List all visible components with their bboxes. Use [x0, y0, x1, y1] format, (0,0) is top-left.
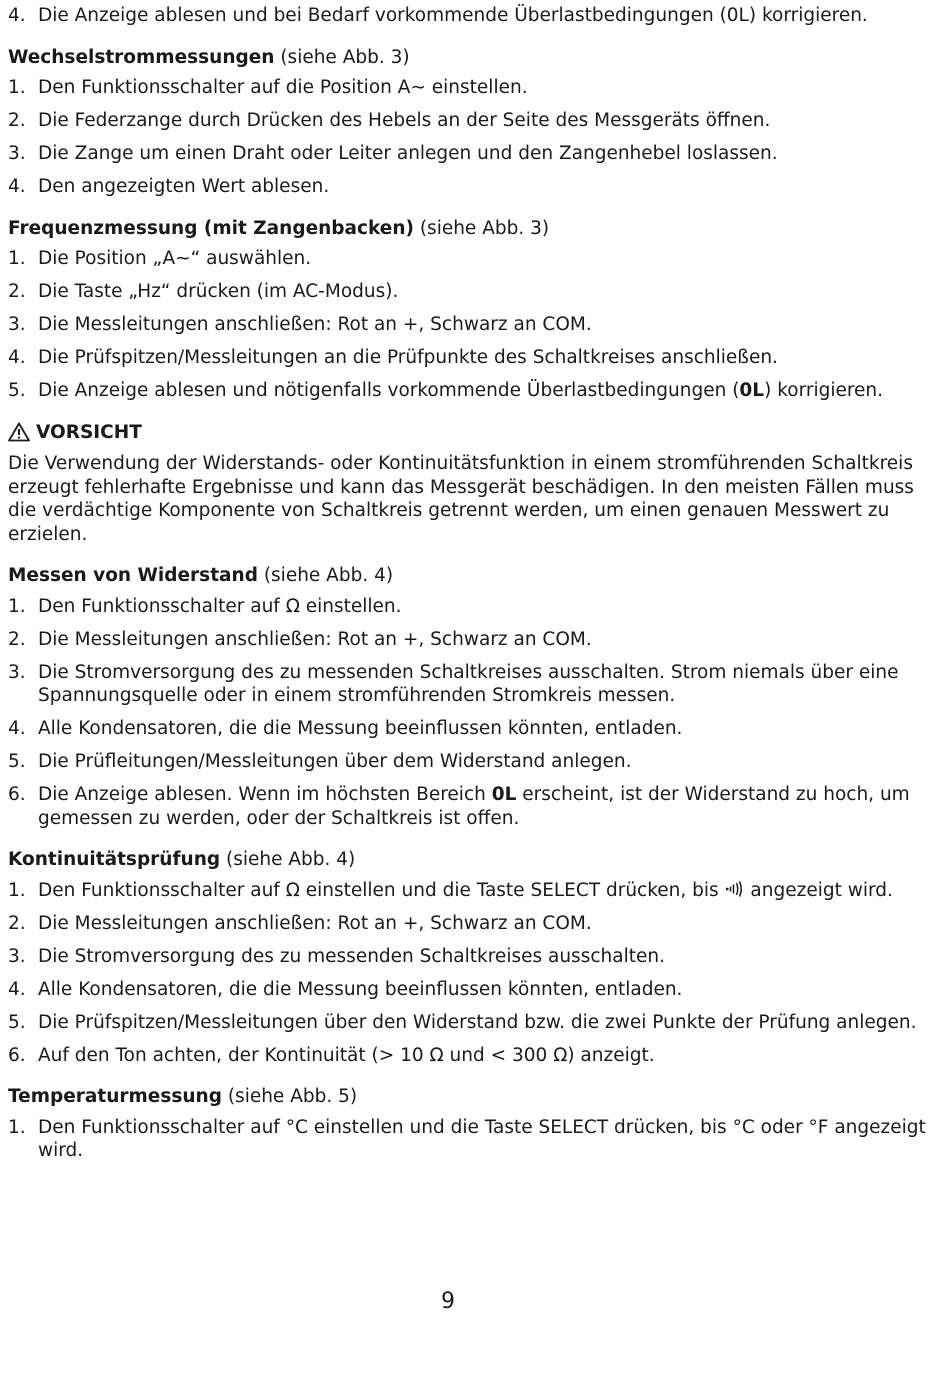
step-text: Die Position „A∼“ auswählen. [38, 248, 312, 269]
ac-current-steps [8, 76, 928, 199]
list-item [8, 912, 928, 936]
list-item [8, 175, 928, 199]
step-text: Die Anzeige ablesen und bei Bedarf vorkommende Überlastbedingungen (0L) korrigieren. [38, 5, 868, 26]
step-number: 3. [8, 314, 26, 335]
list-item [8, 750, 928, 774]
step-number: 1. [8, 879, 26, 901]
section-heading [8, 1085, 928, 1109]
list-item [8, 379, 928, 403]
section-heading [8, 848, 928, 872]
list-item [8, 346, 928, 370]
list-item [8, 1011, 928, 1035]
heading-reference: (siehe Abb. 5) [221, 1086, 358, 1107]
step-text: Den Funktionsschalter auf die Position A∼ einstellen. [38, 77, 528, 98]
list-item [8, 628, 928, 652]
continuity-steps [8, 879, 928, 1068]
step-text: Alle Kondensatoren, die die Messung beeinflussen könnten, entladen. [38, 978, 683, 1000]
list-item [8, 1116, 928, 1163]
document-page [8, 4, 928, 1163]
step-text: Die Messleitungen anschließen: Rot an +, Schwarz an COM. [38, 314, 592, 335]
list-item [8, 595, 928, 619]
list-item [8, 247, 928, 271]
step-number: 3. [8, 661, 26, 683]
heading-bold: Messen von Widerstand [8, 565, 258, 586]
list-item [8, 4, 928, 28]
page-number: 9 [441, 1289, 455, 1314]
step-number: 1. [8, 1116, 26, 1138]
temperature-section [8, 1085, 928, 1163]
list-item [8, 76, 928, 100]
step-text: Die Federzange durch Drücken des Hebels an der Seite des Messgeräts öffnen. [38, 110, 771, 131]
list-item [8, 1044, 928, 1068]
step-text-before: Die Anzeige ablesen und nötigenfalls vorkommende Überlastbedingungen ( [38, 380, 740, 401]
step-number: 3. [8, 143, 26, 164]
step-number: 4. [8, 718, 26, 739]
step-text: Alle Kondensatoren, die die Messung beeinflussen könnten, entladen. [38, 718, 683, 739]
list-item [8, 313, 928, 337]
caution-title [8, 421, 928, 445]
list-item [8, 142, 928, 166]
step-number: 4. [8, 347, 26, 368]
list-item [8, 280, 928, 304]
step-text: Auf den Ton achten, der Kontinuität (> 10 Ω und < 300 Ω) anzeigt. [38, 1044, 655, 1066]
section-heading [8, 217, 928, 241]
step-text: Die Stromversorgung des zu messenden Schaltkreises ausschalten. [38, 945, 665, 967]
step-number: 4. [8, 176, 26, 197]
warning-triangle-icon [8, 422, 30, 442]
step-text: Die Prüfleitungen/Messleitungen über dem Widerstand anlegen. [38, 751, 632, 772]
step-text: Die Zange um einen Draht oder Leiter anlegen und den Zangenhebel loslassen. [38, 143, 778, 164]
frequency-steps [8, 247, 928, 403]
continuity-section [8, 848, 928, 1067]
step-number: 1. [8, 595, 26, 617]
step-text: Die Stromversorgung des zu messenden Schaltkreises ausschalten. Strom niemals über eine Spannungsquelle oder in einem stromführenden Stromkreis messen. [38, 661, 899, 706]
resistance-steps [8, 595, 928, 831]
heading-reference: (siehe Abb. 4) [220, 849, 356, 870]
section-heading [8, 564, 928, 588]
list-item [8, 879, 928, 903]
caution-text: Die Verwendung der Widerstands- oder Kontinuitätsfunktion in einem stromführenden Schaltkreis erzeugt fehlerhafte Ergebnisse und kann das Messgerät beschädigen. In den meisten Fällen muss die verdächtige Komponente von Schaltkreis getrennt werden, um einen genauen Messwert zu erzielen. [8, 453, 914, 545]
step-text: Den Funktionsschalter auf °C einstellen und die Taste SELECT drücken, bis °C oder °F angezeigt wird. [38, 1116, 926, 1161]
heading-bold: Temperaturmessung [8, 1086, 222, 1107]
step-text-after: ) korrigieren. [764, 380, 884, 401]
step-number: 3. [8, 945, 26, 967]
step-number: 4. [8, 5, 26, 26]
heading-bold: Frequenzmessung (mit Zangenbacken) [8, 217, 414, 239]
heading-reference: (siehe Abb. 3) [413, 217, 550, 239]
step-text-after: angezeigt wird. [744, 879, 893, 901]
step-number: 5. [8, 1011, 26, 1033]
step-number: 2. [8, 281, 26, 302]
step-text: Den angezeigten Wert ablesen. [38, 176, 330, 197]
heading-bold: Kontinuitätsprüfung [8, 849, 221, 870]
step-number: 2. [8, 912, 26, 934]
step-number: 6. [8, 784, 26, 805]
step-number: 1. [8, 248, 26, 269]
resistance-section [8, 564, 928, 830]
list-item [8, 661, 928, 708]
step-number: 2. [8, 110, 26, 131]
step-text: Die Prüfspitzen/Messleitungen über den Widerstand bzw. die zwei Punkte der Prüfung anlegen. [38, 1011, 917, 1033]
step-number: 5. [8, 751, 26, 772]
overload-code: 0L [739, 380, 765, 401]
list-item [8, 945, 928, 969]
step-text: Die Messleitungen anschließen: Rot an +, Schwarz an COM. [38, 628, 592, 650]
step-number: 4. [8, 978, 26, 1000]
step-text-after: erscheint, ist der Widerstand zu hoch, um gemessen zu werden, oder der Schaltkreis ist offen. [38, 784, 910, 829]
heading-reference: (siehe Abb. 4) [257, 565, 394, 586]
list-item [8, 717, 928, 741]
caution-section [8, 421, 928, 547]
intro-section [8, 4, 928, 28]
caution-title-text: VORSICHT [36, 421, 142, 443]
list-item [8, 109, 928, 133]
step-number: 1. [8, 77, 26, 98]
list-item [8, 783, 928, 830]
list-item [8, 978, 928, 1002]
step-text: Die Taste „Hz“ drücken (im AC-Modus). [38, 281, 399, 302]
intro-steps [8, 4, 928, 28]
heading-bold: Wechselstrommessungen [8, 46, 275, 68]
step-text: Den Funktionsschalter auf Ω einstellen. [38, 595, 402, 617]
frequency-section [8, 217, 928, 403]
step-text-before: Die Anzeige ablesen. Wenn im höchsten Bereich [38, 784, 492, 805]
continuity-sound-icon [725, 880, 745, 898]
heading-reference: (siehe Abb. 3) [274, 46, 410, 68]
step-number: 6. [8, 1044, 26, 1066]
step-text: Die Prüfspitzen/Messleitungen an die Prüfpunkte des Schaltkreises anschließen. [38, 347, 778, 368]
ac-current-section [8, 46, 928, 199]
step-number: 2. [8, 628, 26, 650]
section-heading [8, 46, 928, 70]
step-text: Die Messleitungen anschließen: Rot an +, Schwarz an COM. [38, 912, 592, 934]
temperature-steps [8, 1116, 928, 1163]
step-text-before: Den Funktionsschalter auf Ω einstellen und die Taste SELECT drücken, bis [38, 879, 725, 901]
overload-code: 0L [491, 784, 517, 805]
step-number: 5. [8, 380, 26, 401]
